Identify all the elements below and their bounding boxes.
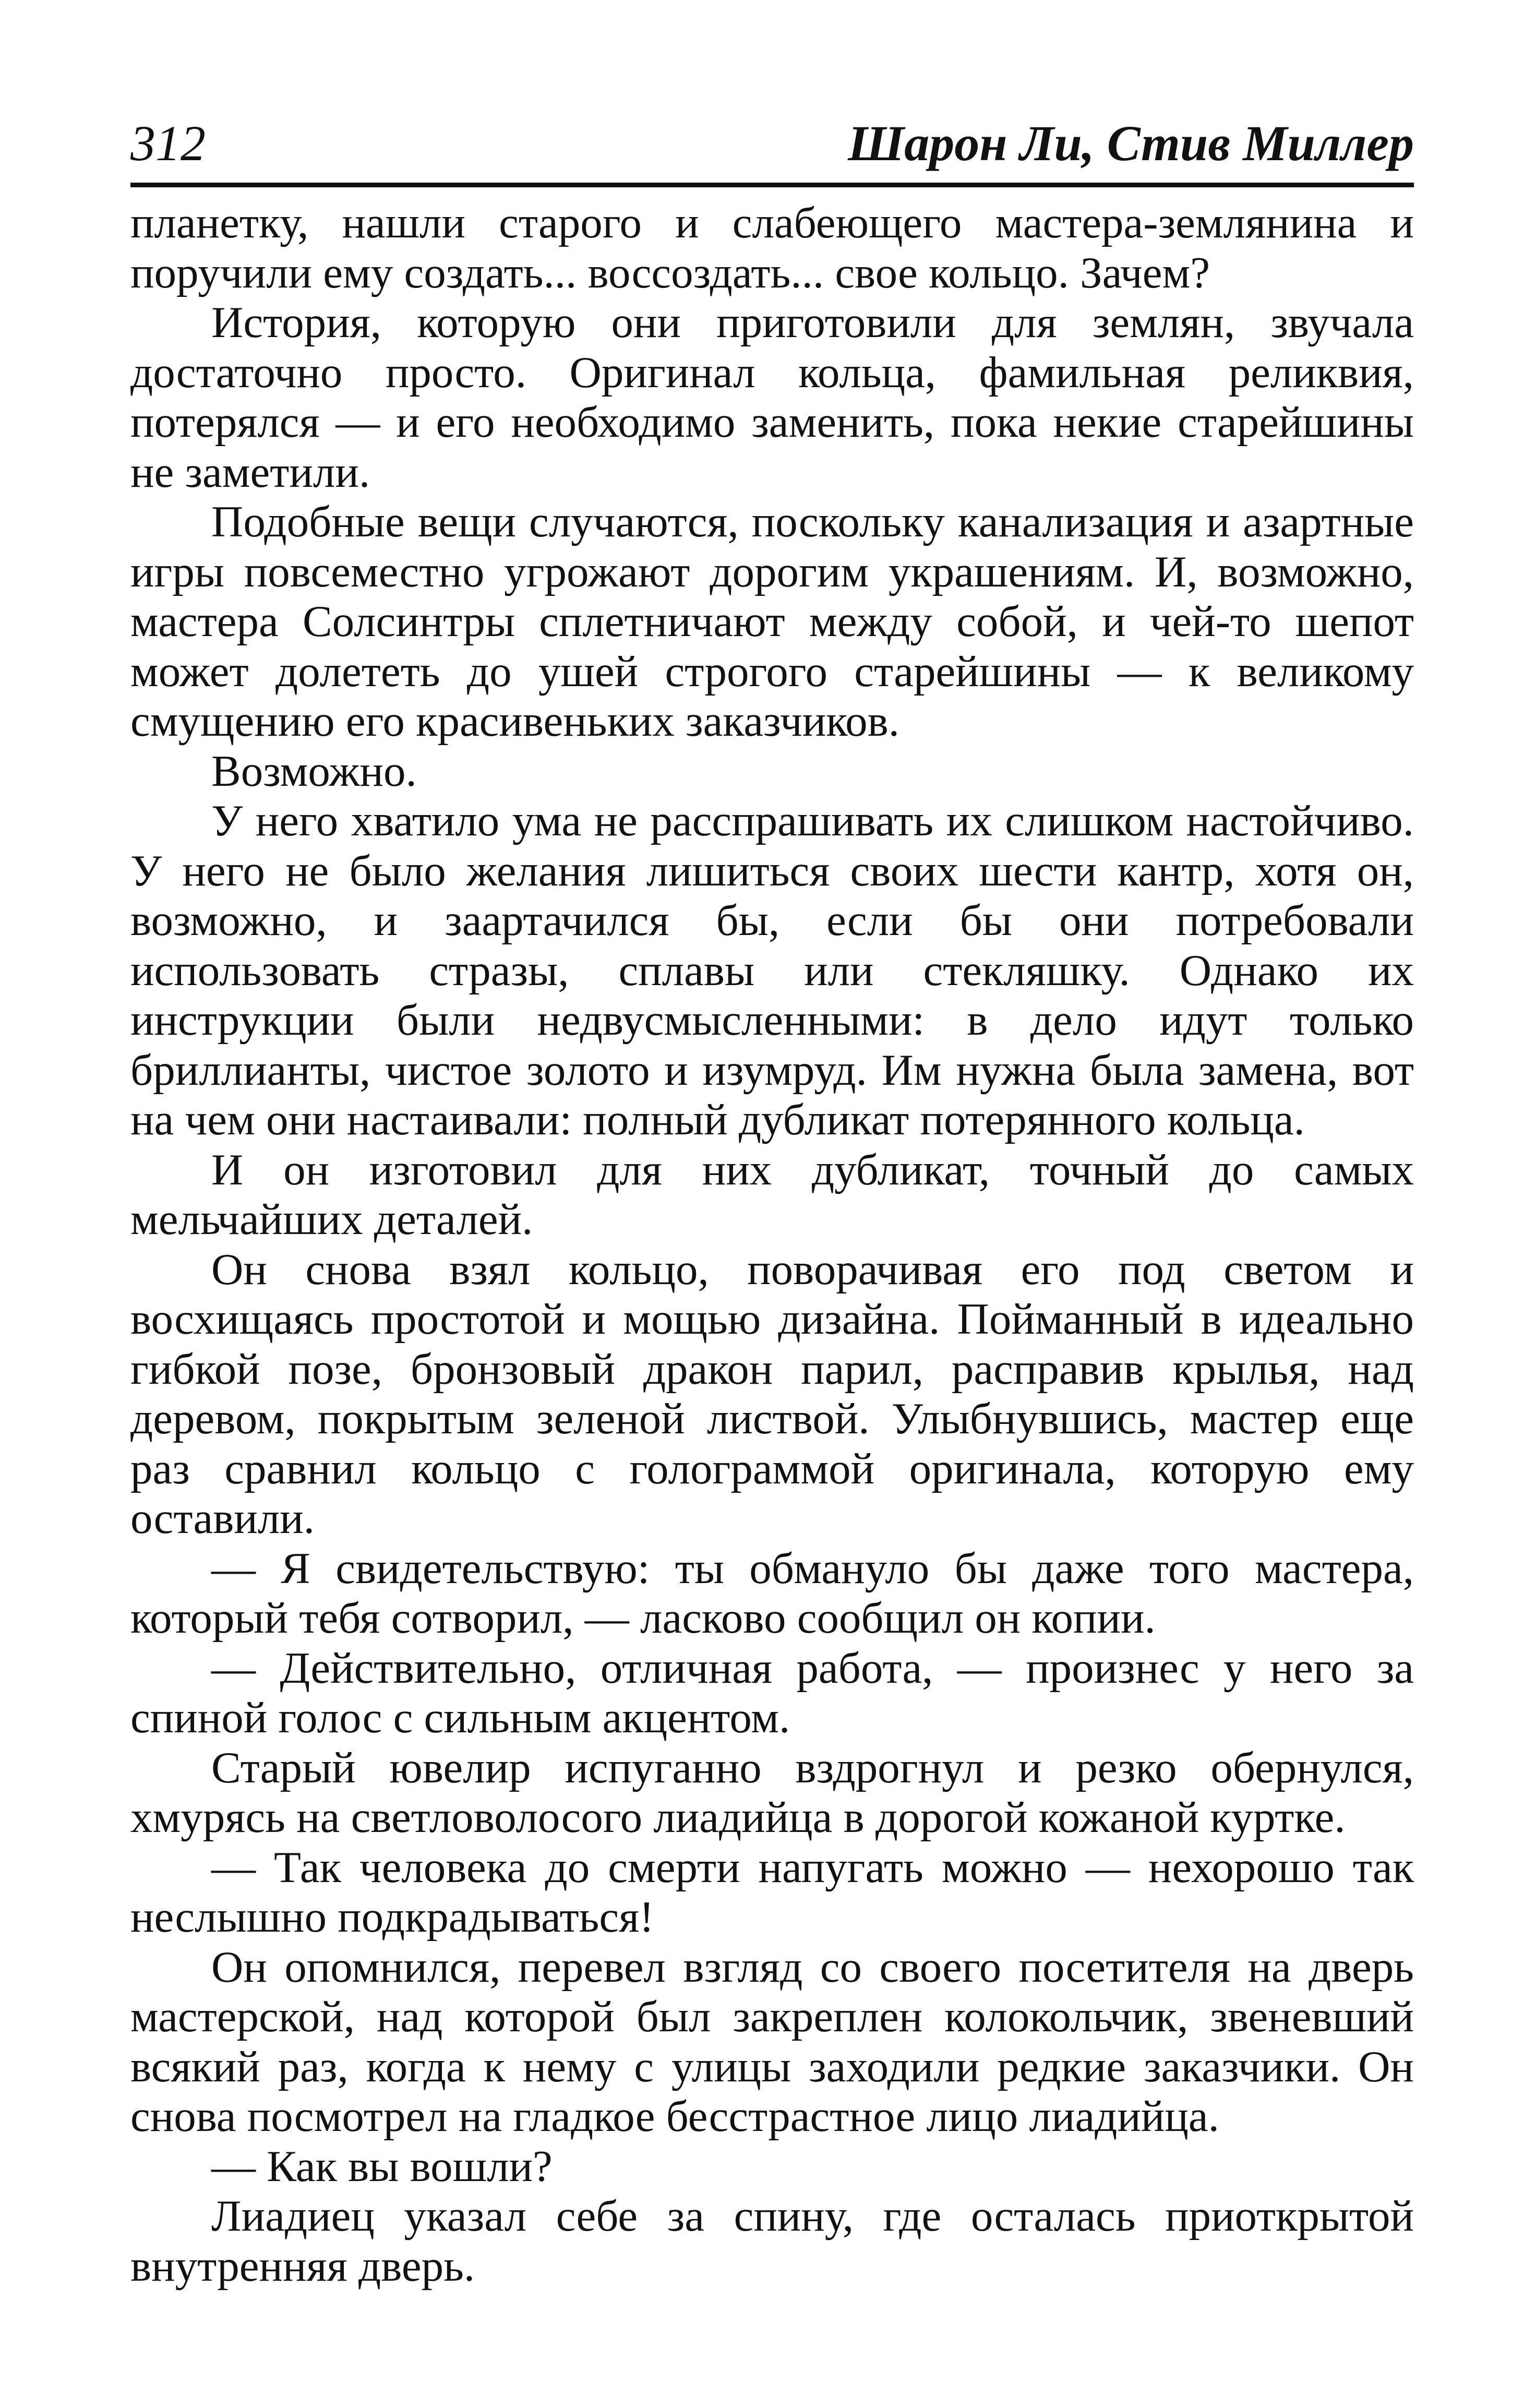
paragraph: У него хватило ума не расспрашивать их слишком настойчиво. У него не было желания лишиться своих шести кантр, хотя он, возможно, и заартачился бы, если бы они потребовали использовать стразы, сплавы или стекляшку. Однако их инструкции были недвусмысленными: в дело идут только бриллианты, чистое золото и изумруд. Им нужна была замена, вот на чем они настаивали: полный дубликат потерянного кольца.	[130, 796, 1414, 1144]
paragraph: Возможно.	[211, 746, 417, 796]
paragraph: — Я свидетельствую: ты обмануло бы даже того мастера, который тебя сотворил, — ласково сообщил он копии.	[130, 1543, 1414, 1643]
paragraph: — Так человека до смерти напугать можно — нехорошо так неслышно подкрадываться!	[130, 1842, 1414, 1942]
paragraph: Он опомнился, перевел взгляд со своего посетителя на дверь мастерской, над которой был закреплен колокольчик, звеневший всякий раз, когда к нему с улицы заходили редкие заказчики. Он снова посмотрел на гладкое бесстрастное лицо лиадийца.	[130, 1942, 1414, 2141]
paragraph: планетку, нашли старого и слабеющего мастера-землянина и поручили ему создать... воссоздать... свое кольцо. Зачем?	[130, 198, 1414, 297]
header-rule	[130, 183, 1414, 187]
paragraph: Подобные вещи случаются, поскольку канализация и азартные игры повсеместно угрожают дорогим украшениям. И, возможно, мастера Солсинтры сплетничают между собой, и чей-то шепот может долететь до ушей строгого старейшины — к великому смущению его красивеньких заказчиков.	[130, 497, 1414, 746]
page-number: 312	[130, 115, 206, 171]
running-head	[130, 104, 1414, 183]
paragraph: Он снова взял кольцо, поворачивая его под светом и восхищаясь простотой и мощью дизайна. Пойманный в идеально гибкой позе, бронзовый дракон парил, расправив крылья, над деревом, покрытым зеленой листвой. Улыбнувшись, мастер еще раз сравнил кольцо с голограммой оригинала, которую ему оставили.	[130, 1244, 1414, 1543]
paragraph: История, которую они приготовили для землян, звучала достаточно просто. Оригинал кольца, фамильная реликвия, потерялся — и его необходимо заменить, пока некие старейшины не заметили.	[130, 298, 1414, 497]
book-page	[130, 104, 1414, 2291]
paragraph: Лиадиец указал себе за спину, где осталась приоткрытой внутренняя дверь.	[130, 2191, 1414, 2291]
running-title: Шарон Ли, Стив Миллер	[848, 115, 1414, 171]
paragraph: — Как вы вошли?	[211, 2141, 553, 2191]
paragraph: — Действительно, отличная работа, — произнес у него за спиной голос с сильным акцентом.	[130, 1643, 1414, 1742]
paragraph: Старый ювелир испуганно вздрогнул и резко обернулся, хмурясь на светловолосого лиадийца в дорогой кожаной куртке.	[130, 1743, 1414, 1842]
body-text	[130, 198, 1414, 2291]
paragraph: И он изготовил для них дубликат, точный до самых мельчайших деталей.	[130, 1145, 1414, 1244]
